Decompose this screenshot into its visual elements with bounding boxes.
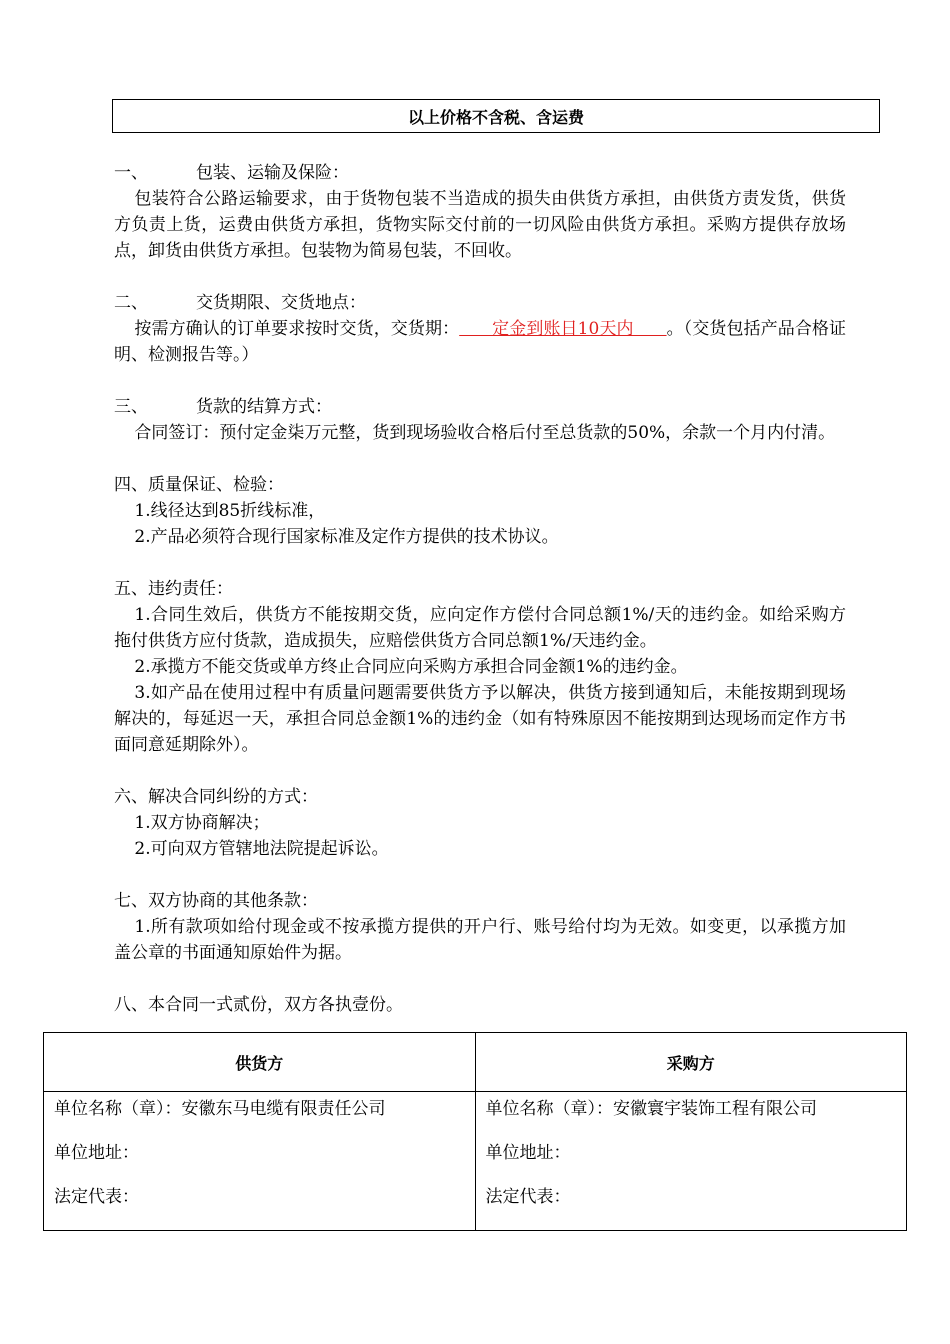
section-packaging bbox=[114, 160, 846, 264]
list-item: 2.承揽方不能交货或单方终止合同应向采购方承担合同金额1%的违约金。 bbox=[134, 657, 688, 677]
list-item: 1.双方协商解决； bbox=[134, 813, 270, 833]
section-disputes bbox=[114, 784, 846, 862]
list-item: 3.如产品在使用过程中有质量问题需要供货方予以解决，供货方接到通知后，未能按期到现场解决的，每延迟一天，承担合同总金额1%的违约金（如有特殊原因不能按期到达现场而定作方书面同意延期除外）。 bbox=[114, 683, 846, 755]
section-other-terms bbox=[114, 888, 846, 966]
price-note-box bbox=[112, 99, 880, 133]
section-heading: 四、质量保证、检验： bbox=[114, 475, 284, 495]
signature-table bbox=[43, 1032, 907, 1231]
section-text: 合同签订：预付定金柒万元整，货到现场验收合格后付至总货款的50%，余款一个月内付清。 bbox=[134, 423, 836, 443]
section-heading: 一、 包装、运输及保险： bbox=[114, 163, 349, 183]
price-note: 以上价格不含税、含运费 bbox=[407, 107, 584, 127]
list-item: 2.可向双方管辖地法院提起诉讼。 bbox=[134, 839, 389, 859]
supplier-representative: 法定代表： bbox=[54, 1187, 139, 1207]
list-item: 2.产品必须符合现行国家标准及定作方提供的技术协议。 bbox=[134, 527, 559, 547]
section-heading: 六、解决合同纠纷的方式： bbox=[114, 787, 318, 807]
contract-body bbox=[114, 160, 846, 1044]
supplier-name: 单位名称（章）：安徽东马电缆有限责任公司 bbox=[54, 1099, 386, 1119]
buyer-cell bbox=[475, 1092, 907, 1231]
list-item: 1.线径达到85折线标准， bbox=[134, 501, 326, 521]
supplier-cell bbox=[44, 1092, 476, 1231]
section-text: 按需方确认的订单要求按时交货，交货期： 定金到账日10天内 。（交货包括产品合格证明、检测报告等。） bbox=[114, 319, 847, 365]
buyer-header: 采购方 bbox=[475, 1033, 907, 1092]
section-liability bbox=[114, 576, 846, 758]
section-quality bbox=[114, 472, 846, 550]
section-copies bbox=[114, 992, 846, 1018]
section-heading: 二、 交货期限、交货地点： bbox=[114, 293, 366, 313]
buyer-representative: 法定代表： bbox=[485, 1187, 571, 1207]
supplier-address: 单位地址： bbox=[54, 1143, 139, 1163]
section-heading: 七、双方协商的其他条款： bbox=[114, 891, 318, 911]
buyer-address: 单位地址： bbox=[485, 1143, 571, 1163]
list-item: 1.合同生效后，供货方不能按期交货，应向定作方偿付合同总额1%/天的违约金。如给采购方拖付供货方应付货款，造成损失，应赔偿供货方合同总额1%/天违约金。 bbox=[114, 605, 846, 651]
delivery-deadline: 定金到账日10天内 bbox=[459, 319, 667, 339]
supplier-header: 供货方 bbox=[44, 1033, 476, 1092]
buyer-name: 单位名称（章）：安徽寰宇装饰工程有限公司 bbox=[485, 1099, 817, 1119]
section-heading: 三、 货款的结算方式： bbox=[114, 397, 332, 417]
section-delivery bbox=[114, 290, 846, 368]
section-heading: 五、违约责任： bbox=[114, 579, 233, 599]
section-payment bbox=[114, 394, 846, 446]
section-heading: 八、本合同一式贰份，双方各执壹份。 bbox=[114, 995, 403, 1015]
list-item: 1.所有款项如给付现金或不按承揽方提供的开户行、账号给付均为无效。如变更，以承揽方加盖公章的书面通知原始件为据。 bbox=[114, 917, 846, 963]
section-text: 包装符合公路运输要求，由于货物包装不当造成的损失由供货方承担，由供货方责发货，供货方负责上货，运费由供货方承担，货物实际交付前的一切风险由供货方承担。采购方提供存放场点，卸货由供货方承担。包装物为简易包装，不回收。 bbox=[114, 189, 846, 261]
